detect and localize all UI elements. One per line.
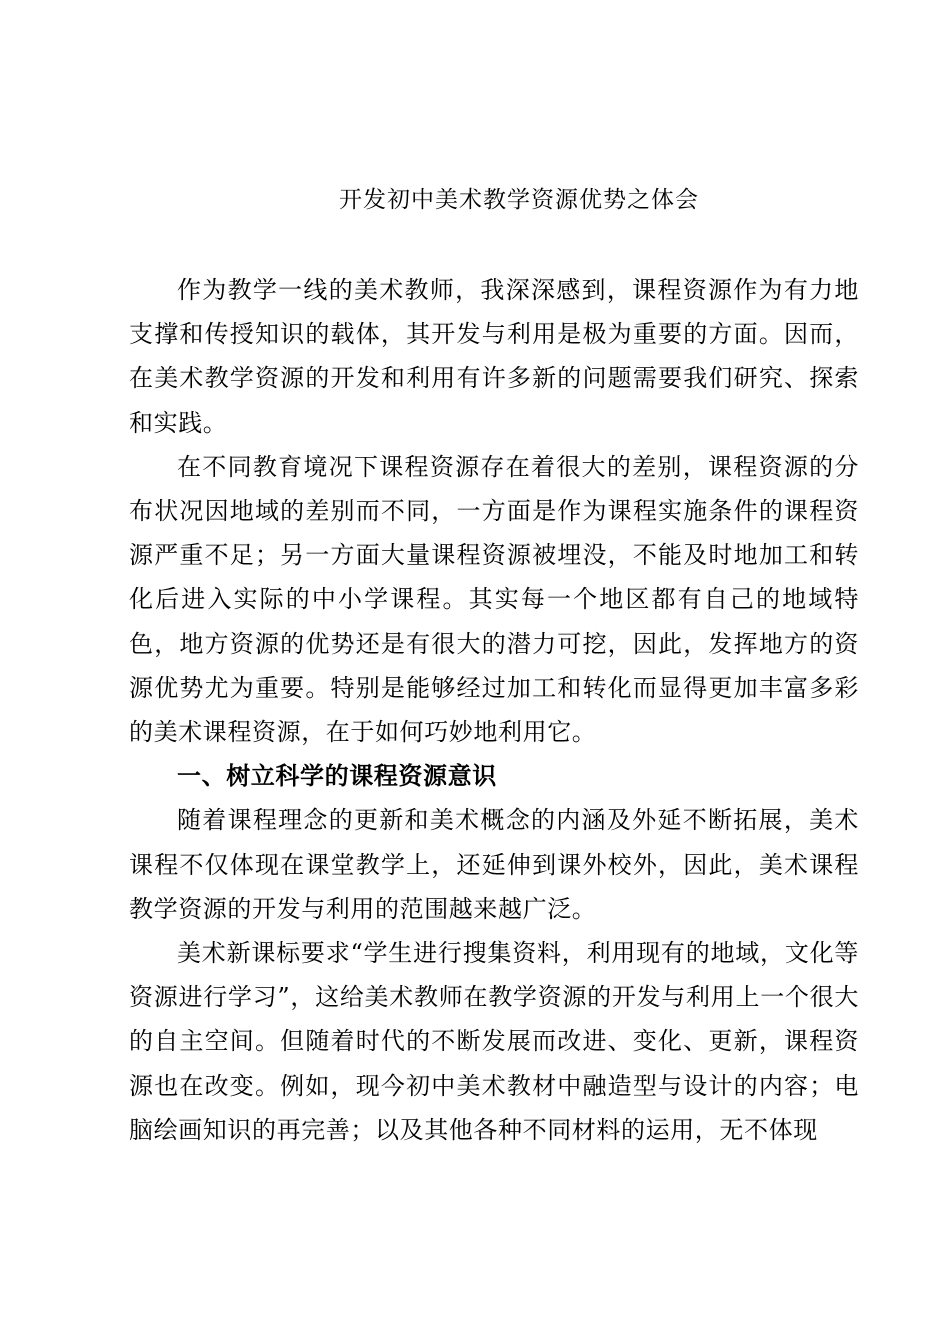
paragraph-intro: 作为教学一线的美术教师，我深深感到，课程资源作为有力地支撑和传授知识的载体，其开发与利用是极为重要的方面。因而，在美术教学资源的开发和利用有许多新的问题需要我们研究、探索和实践。 bbox=[129, 276, 859, 437]
document-title: 开发初中美术教学资源优势之体会 bbox=[339, 187, 699, 213]
section-heading-1: 一、树立科学的课程资源意识 bbox=[177, 762, 497, 791]
paragraph-section1-2: 美术新课标要求“学生进行搜集资料，利用现有的地域，文化等资源进行学习”，这给美术教师在教学资源的开发与利用上一个很大的自主空间。但随着时代的不断发展而改进、变化、更新，课程资源也在改变。例如，现今初中美术教材中融造型与设计的内容；电脑绘画知识的再完善；以及其他各种不同材料的运用，无不体现 bbox=[129, 939, 859, 1144]
paragraph-regional-differences: 在不同教育境况下课程资源存在着很大的差别，课程资源的分布状况因地域的差别而不同，一方面是作为课程实施条件的课程资源严重不足；另一方面大量课程资源被埋没，不能及时地加工和转化后进入实际的中小学课程。其实每一个地区都有自己的地域特色，地方资源的优势还是有很大的潜力可挖，因此，发挥地方的资源优势尤为重要。特别是能够经过加工和转化而显得更加丰富多彩的美术课程资源，在于如何巧妙地利用它。 bbox=[129, 452, 859, 747]
paragraph-section1-1: 随着课程理念的更新和美术概念的内涵及外延不断拓展，美术课程不仅体现在课堂教学上，还延伸到课外校外，因此，美术课程教学资源的开发与利用的范围越来越广泛。 bbox=[129, 806, 859, 923]
document-body bbox=[129, 268, 859, 1152]
